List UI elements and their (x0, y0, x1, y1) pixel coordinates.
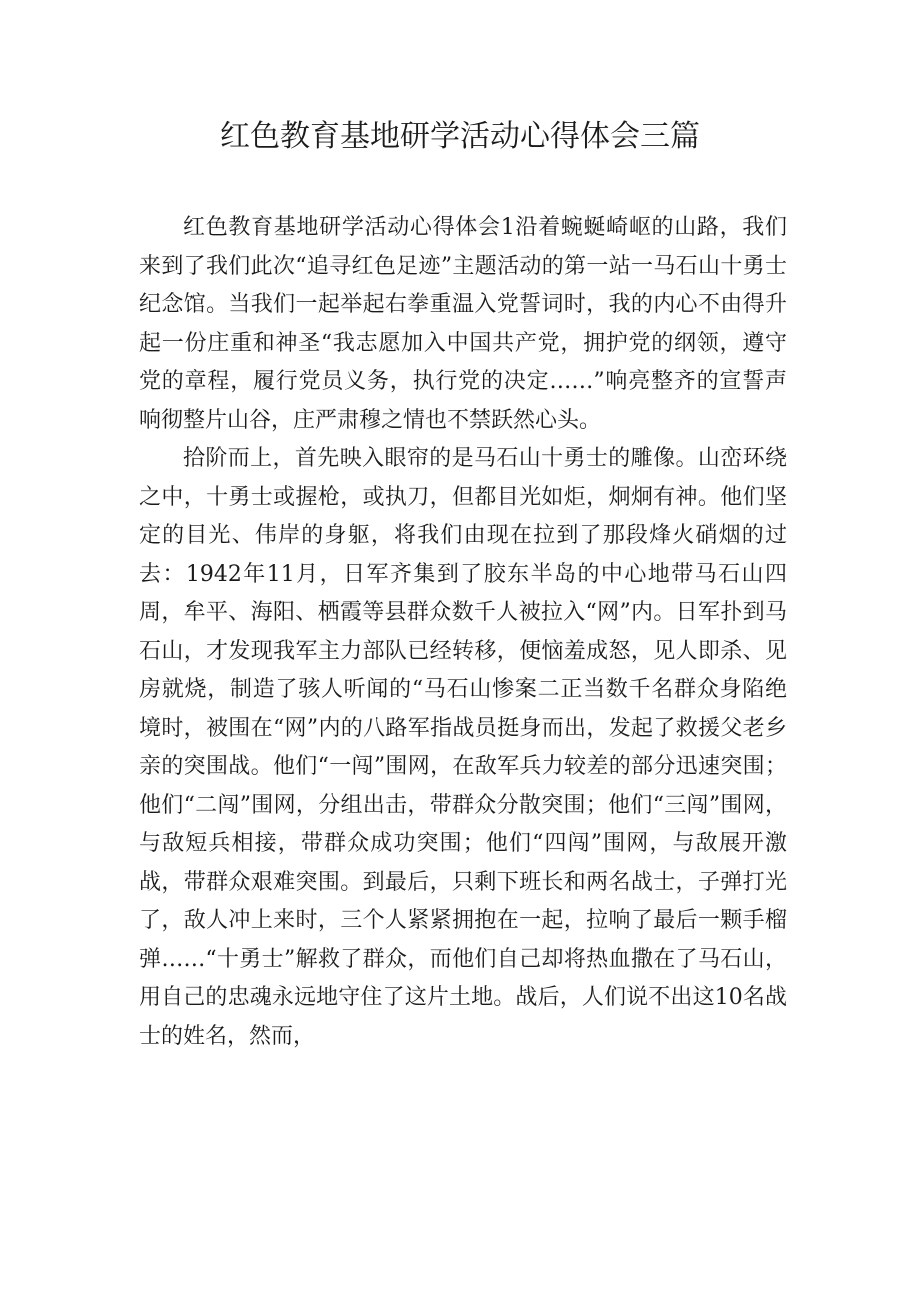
document-title: 红色教育基地研学活动心得体会三篇 (220, 119, 700, 154)
paragraph-1: 红色教育基地研学活动心得体会1沿着蜿蜒崎岖的山路，我们来到了我们此次“追寻红色足迹”主题活动的第一站一马石山十勇士纪念馆。当我们一起举起右拳重温入党誓词时，我的内心不由得升起一份庄重和神圣“我志愿加入中国共产党，拥护党的纲领，遵守党的章程，履行党员义务，执行党的决定……”响亮整齐的宣誓声响彻整片山谷，庄严肃穆之情也不禁跃然心头。 (139, 215, 787, 433)
paragraph-2: 拾阶而上，首先映入眼帘的是马石山十勇士的雕像。山峦环绕之中，十勇士或握枪，或执刀，但都目光如炬，炯炯有神。他们坚定的目光、伟岸的身躯，将我们由现在拉到了那段烽火硝烟的过去：1942年11月，日军齐集到了胶东半岛的中心地带马石山四周，牟平、海阳、栖霞等县群众数千人被拉入“网”内。日军扑到马石山，才发现我军主力部队已经转移，便恼羞成怒，见人即杀、见房就烧，制造了骇人听闻的“马石山惨案二正当数千名群众身陷绝境时，被围在“网”内的八路军指战员挺身而出，发起了救援父老乡亲的突围战。他们“一闯”围网，在敌军兵力较差的部分迅速突围；他们“二闯”围网，分组出击，带群众分散突围；他们“三闯”围网，与敌短兵相接，带群众成功突围；他们“四闯”围网，与敌展开激战，带群众艰难突围。到最后，只剩下班长和两名战士，子弹打光了，敌人冲上来时，三个人紧紧拥抱在一起，拉响了最后一颗手榴弹……“十勇士”解救了群众，而他们自己却将热血撒在了马石山，用自己的忠魂永远地守住了这片土地。战后，人们说不出这10名战士的姓名，然而， (139, 446, 787, 1049)
document-body (139, 209, 787, 1056)
